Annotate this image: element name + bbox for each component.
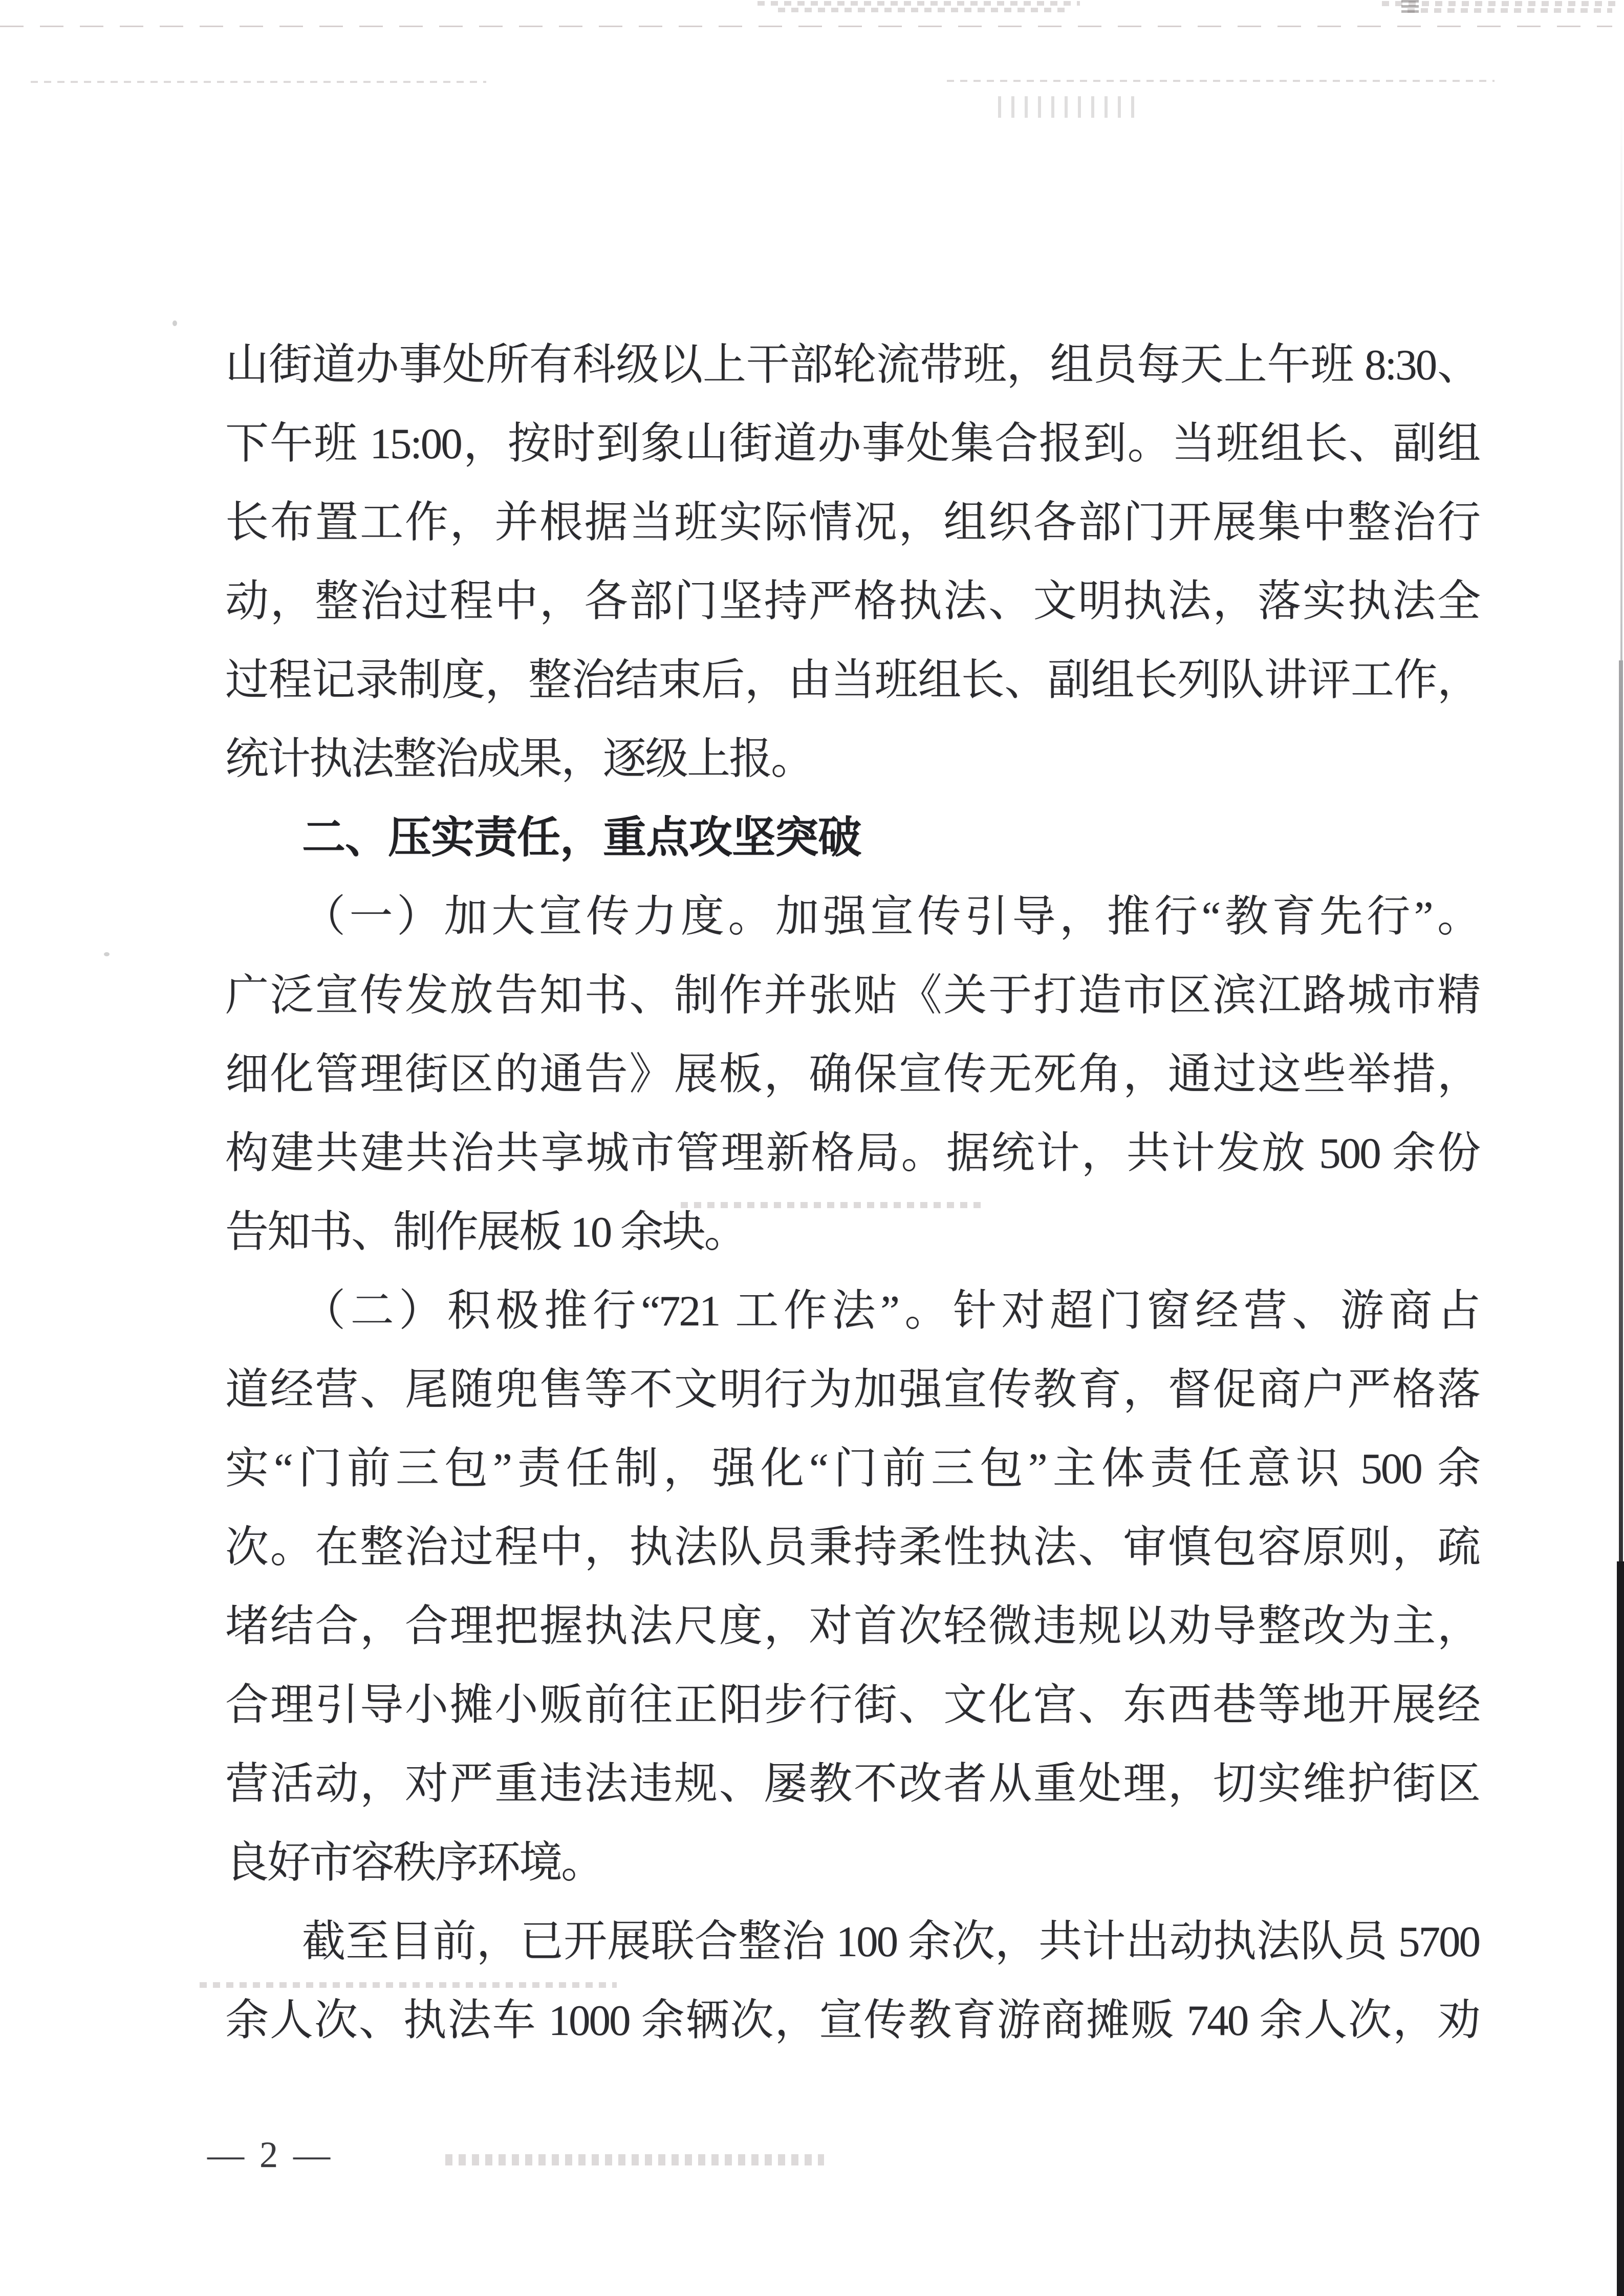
text-line: 细化管理街区的通告》展板，确保宣传无死角，通过这些举措， <box>225 1050 1479 1099</box>
text-line: 告知书、制作展板 10 余块。 <box>225 1208 746 1256</box>
text-line: 动，整治过程中，各部门坚持严格执法、文明执法，落实执法全 <box>225 577 1479 626</box>
scan-artifact-ghost-text-top-right <box>1382 1 1617 6</box>
page-number: — 2 — <box>207 2134 333 2175</box>
text-line: 统计执法整治成果，逐级上报。 <box>225 735 813 783</box>
scan-artifact-noise-band-right <box>947 80 1495 82</box>
text-line: 长布置工作，并根据当班实际情况，组织各部门开展集中整治行 <box>225 499 1479 547</box>
text-line: 次。在整治过程中，执法队员秉持柔性执法、审慎包容原则，疏 <box>225 1523 1479 1572</box>
scan-artifact-ghost-descenders <box>998 96 1141 118</box>
text-line: 合理引导小摊小贩前往正阳步行街、文化宫、东西巷等地开展经 <box>225 1681 1479 1729</box>
scan-artifact-smudge-3 <box>445 2154 824 2165</box>
text-line: 构建共建共治共享城市管理新格局。据统计，共计发放 500 余份 <box>225 1129 1479 1177</box>
text-line: 下午班 15:00，按时到象山街道办事处集合报到。当班组长、副组 <box>225 420 1479 468</box>
scan-artifact-speck-1 <box>172 320 177 326</box>
scan-artifact-speck-2 <box>104 952 110 956</box>
scan-artifact-right-edge-mid <box>1619 660 1623 1561</box>
scan-artifact-ghost-text-top-center-2 <box>778 8 1065 12</box>
text-line: 广泛宣传发放告知书、制作并张贴《关于打造市区滨江路城市精 <box>225 972 1479 1020</box>
scan-artifact-right-edge-top <box>1620 97 1622 660</box>
text-line: 营活动，对严重违法违规、屡教不改者从重处理，切实维护街区 <box>225 1760 1479 1808</box>
scan-artifact-fold-line <box>0 26 1612 27</box>
text-line: 山街道办事处所有科级以上干部轮流带班，组员每天上午班 8:30、 <box>225 341 1479 389</box>
subsection-lead-line: （二）积极推行“721 工作法”。针对超门窗经营、游商占 <box>302 1287 1479 1335</box>
scan-artifact-dark-mark-top <box>1401 0 1419 13</box>
document-text-column <box>225 326 1479 2060</box>
scan-artifact-ghost-text-top-center <box>757 1 1080 6</box>
text-line: 堵结合，合理把握执法尺度，对首次轻微违规以劝导整改为主， <box>225 1602 1479 1650</box>
subsection-lead-line: （一）加大宣传力度。加强宣传引导，推行“教育先行”。 <box>302 893 1479 941</box>
text-line: 实“门前三包”责任制，强化“门前三包”主体责任意识 500 余 <box>225 1445 1479 1493</box>
scan-artifact-right-edge-bottom <box>1617 1561 1624 2296</box>
paragraph-lead-line: 截至目前，已开展联合整治 100 余次，共计出动执法队员 5700 <box>302 1918 1479 1966</box>
section-heading: 二、压实责任，重点攻坚突破 <box>302 812 861 863</box>
text-line: 过程记录制度，整治结束后，由当班组长、副组长列队讲评工作， <box>225 656 1479 704</box>
text-line: 道经营、尾随兜售等不文明行为加强宣传教育，督促商户严格落 <box>225 1366 1479 1414</box>
scan-artifact-ghost-text-top-right-2 <box>1408 8 1612 13</box>
text-line: 余人次、执法车 1000 余辆次，宣传教育游商摊贩 740 余人次，劝 <box>225 1997 1479 2045</box>
scan-artifact-noise-band-left <box>31 81 486 83</box>
text-line: 良好市容秩序环境。 <box>225 1839 603 1887</box>
